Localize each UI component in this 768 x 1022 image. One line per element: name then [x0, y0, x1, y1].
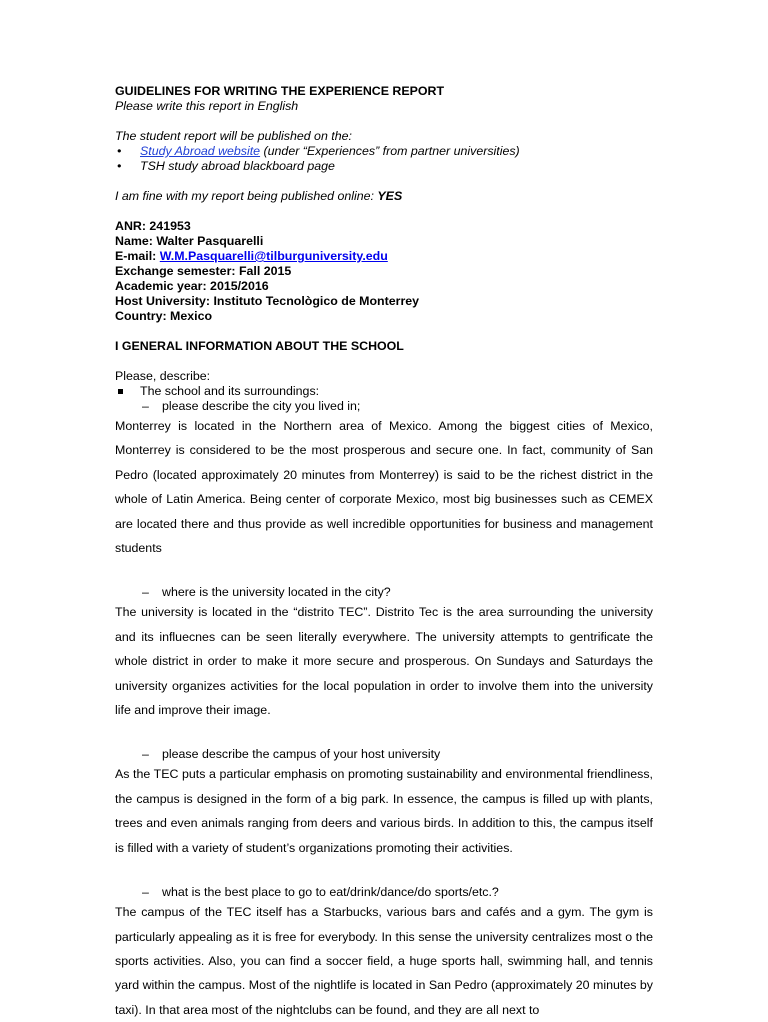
study-abroad-link[interactable]: Study Abroad website: [140, 144, 261, 158]
bullet-dot-icon: •: [117, 144, 122, 158]
answer-best-place: The campus of the TEC itself has a Starbucks, various bars and cafés and a gym. The gym is particularly appealing as it is free for everybody. In this sense the university centralizes most o the sports activities. Also, you can find a soccer field, a huge sports hall, swimming hall, and tennis yard within the campus. Most of the nightlife is located in San Pedro (approximately 20 minutes by taxi). In that area most of the nightclubs can be found, and they are all next to: [115, 905, 653, 1017]
question-campus: – please describe the campus of your host university: [142, 747, 441, 762]
answer-location: The university is located in the “distrito TEC”. Distrito Tec is the area surrounding the university and its influecnes can be seen literally everywhere. The university attempts to gentrificate the whole district in order to make it more secure and prosperous. On Sundays and Saturdays the university organizes activities for the local population in order to involve them into the university life and improve their image.: [115, 605, 653, 718]
document-page: [115, 84, 653, 1022]
section-title: I GENERAL INFORMATION ABOUT THE SCHOOL: [115, 339, 404, 353]
bullet-dot-icon: •: [117, 159, 122, 173]
email-link[interactable]: W.M.Pasquarelli@tilburguniversity.edu: [159, 249, 388, 263]
email-line: E-mail: W.M.Pasquarelli@tilburguniversity.edu: [115, 249, 388, 263]
question-location: – where is the university located in the city?: [142, 585, 391, 600]
publish-consent: I am fine with my report being published online: YES: [115, 189, 403, 203]
publish-intro: The student report will be published on the:: [115, 129, 352, 143]
describe-label: Please, describe:: [115, 369, 211, 383]
answer-city: Monterrey is located in the Northern area of Mexico. Among the biggest cities of Mexico, Monterrey is considered to be the most prosperous and secure one. In fact, community of San Pedro (located approximately 20 minutes from Monterrey) is said to be the richest district in the whole of Latin America. Being center of corporate Mexico, most big businesses such as CEMEX are located there and thus provide as well incredible opportunities for business and management students: [115, 419, 653, 556]
country: Country: Mexico: [115, 309, 213, 323]
english-note: Please write this report in English: [115, 99, 299, 113]
dash-icon: –: [142, 585, 149, 600]
academic-year: Academic year: 2015/2016: [115, 279, 269, 293]
question-city: – please describe the city you lived in;: [142, 399, 361, 413]
dash-icon: –: [142, 399, 149, 413]
question-best-place: – what is the best place to go to eat/drink/dance/do sports/etc.?: [142, 885, 499, 900]
publish-item: • TSH study abroad blackboard page: [117, 159, 335, 173]
anr: ANR: 241953: [115, 219, 191, 233]
document-heading: GUIDELINES FOR WRITING THE EXPERIENCE REPORT: [115, 84, 445, 98]
dash-icon: –: [142, 747, 149, 762]
square-bullet-icon: [118, 389, 123, 394]
publish-item: • Study Abroad website (under “Experiences” from partner universities): [117, 144, 520, 158]
school-bullet: The school and its surroundings:: [115, 384, 653, 399]
student-name: Name: Walter Pasquarelli: [115, 234, 264, 248]
consent-value: YES: [377, 189, 403, 203]
host-university: Host University: Instituto Tecnològico de Monterrey: [115, 294, 420, 308]
answer-campus: As the TEC puts a particular emphasis on promoting sustainability and environmental friendliness, the campus is designed in the form of a big park. In essence, the campus is filled up with plants, trees and even animals ranging from deers and various birds. In addition to this, the campus itself is filled with a variety of student’s organizations promoting their activities.: [115, 767, 653, 855]
exchange-semester: Exchange semester: Fall 2015: [115, 264, 292, 278]
dash-icon: –: [142, 885, 149, 900]
